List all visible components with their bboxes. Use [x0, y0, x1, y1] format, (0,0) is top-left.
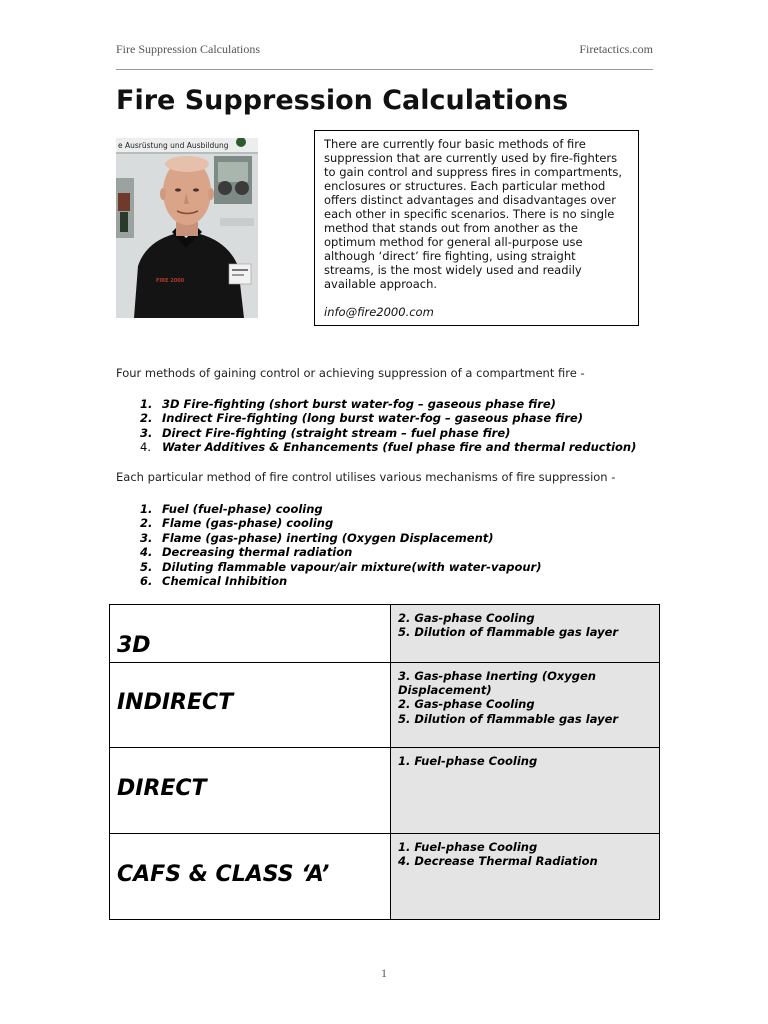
list-item-text: Flame (gas-phase) cooling [162, 516, 334, 531]
list-item [116, 516, 541, 530]
author-photo [116, 138, 258, 318]
method-mechanism-table [109, 604, 660, 920]
mechanism-line: 5. Dilution of flammable gas layer [398, 625, 619, 640]
list-item [116, 560, 541, 574]
table-row [110, 834, 660, 920]
mechanism-cell [391, 663, 660, 748]
contact-email: info@fire2000.com [324, 305, 434, 319]
header-divider [116, 69, 653, 70]
mechanism-line: 1. Fuel-phase Cooling [398, 754, 538, 768]
list-item [116, 574, 541, 588]
photo-shirt-badge: FIRE 2000 [156, 278, 185, 284]
list-item-text: Water Additives & Enhancements (fuel phase fire and thermal reduction) [162, 440, 637, 455]
photo-banner-text: e Ausrüstung und Ausbildung [118, 141, 229, 150]
mechanism-cell [391, 748, 660, 834]
list-item-text: 3D Fire-fighting (short burst water-fog – gaseous phase fire) [162, 397, 556, 411]
list-item-number: 3. [140, 425, 153, 440]
mechanism-cell [391, 605, 660, 663]
list-item-number: 2. [140, 516, 153, 531]
list-item-number: 4. [140, 545, 153, 560]
list-item [116, 502, 541, 516]
mechanism-line: 1. Fuel-phase Cooling [398, 840, 538, 854]
list-item-text: Indirect Fire-fighting (long burst water-fog – gaseous phase fire) [162, 411, 583, 426]
mechanism-cell [391, 834, 660, 920]
running-header-site: Firetactics.com [579, 42, 653, 56]
mechanism-line: 5. Dilution of flammable gas layer [398, 711, 619, 726]
method-name-cell [110, 834, 391, 920]
method-name: 3D [117, 633, 151, 658]
list-item-text: Decreasing thermal radiation [162, 545, 353, 560]
table-row [110, 748, 660, 834]
method-name: CAFS & CLASS ‘A’ [117, 862, 330, 887]
list-item-number: 4. [140, 440, 151, 455]
mechanism-line: 2. Gas-phase Cooling [398, 697, 535, 712]
mechanism-line: 4. Decrease Thermal Radiation [398, 854, 598, 869]
list-item [116, 440, 636, 454]
list-item-text: Direct Fire-fighting (straight stream – fuel phase fire) [162, 425, 511, 440]
list-item-number: 3. [140, 530, 153, 545]
list-item-text: Chemical Inhibition [162, 574, 288, 589]
methods-intro: Four methods of gaining control or achieving suppression of a compartment fire - [116, 366, 585, 380]
list-item [116, 531, 541, 545]
table-row [110, 663, 660, 748]
list-item-number: 6. [140, 574, 153, 589]
mechanisms-list [116, 502, 541, 588]
table-row [110, 605, 660, 663]
mechanisms-intro: Each particular method of fire control utilises various mechanisms of fire suppression - [116, 470, 616, 484]
page-number: 1 [381, 966, 387, 980]
page-title: Fire Suppression Calculations [116, 85, 569, 116]
method-name-cell [110, 663, 391, 748]
method-name-cell [110, 605, 391, 663]
list-item-number: 1. [140, 397, 153, 411]
list-item [116, 545, 541, 559]
list-item-text: Diluting flammable vapour/air mixture(with water-vapour) [162, 559, 542, 574]
methods-list [116, 397, 636, 455]
list-item-number: 2. [140, 411, 153, 426]
list-item [116, 426, 636, 440]
list-item-text: Flame (gas-phase) inerting (Oxygen Displacement) [162, 530, 494, 545]
list-item [116, 397, 636, 411]
list-item-number: 5. [140, 559, 153, 574]
method-name: DIRECT [117, 776, 207, 801]
mechanism-line: 3. Gas-phase Inerting (Oxygen Displacement) [398, 669, 596, 698]
method-name: INDIRECT [117, 690, 234, 715]
method-name-cell [110, 748, 391, 834]
intro-paragraph: There are currently four basic methods of fire suppression that are currently used by fire-fighters to gain control and suppress fires in compartments, enclosures or structures. Each particular method offers distinct advantages and disadvantages over each other in specific scenarios. There is no single method that stands out from another as the optimum method for general all-purpose use although ‘direct’ fire fighting, using straight streams, is the most widely used and readily available approach. [324, 137, 623, 291]
list-item-text: Fuel (fuel-phase) cooling [162, 502, 323, 516]
intro-text-box [314, 130, 639, 326]
list-item [116, 411, 636, 425]
mechanism-line: 2. Gas-phase Cooling [398, 611, 535, 625]
list-item-number: 1. [140, 502, 153, 516]
running-header-title: Fire Suppression Calculations [116, 42, 260, 56]
